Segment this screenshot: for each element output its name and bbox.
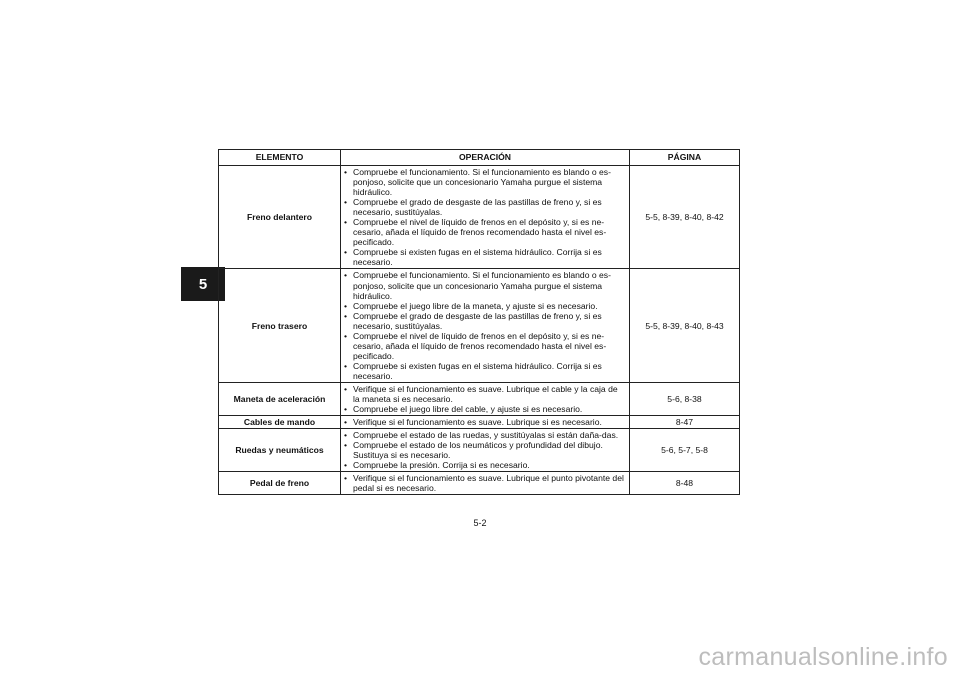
- operation-text: Compruebe el estado de los neumáticos y profundidad del dibujo. Sustituya si es necesario.: [353, 440, 603, 461]
- bullet-icon: •: [344, 310, 348, 321]
- operation-text: Compruebe el grado de desgaste de las pastillas de freno y, si es necesario, sustitúyalas.: [353, 197, 602, 218]
- list-item: [344, 331, 626, 361]
- bullet-icon: •: [344, 247, 348, 258]
- table-header-row: [219, 150, 740, 166]
- operation-text: Verifique si el funcionamiento es suave. Lubrique el punto pivotante del pedal si es necesario.: [353, 473, 624, 494]
- header-element: ELEMENTO: [219, 150, 341, 166]
- header-page: PÁGINA: [630, 150, 740, 166]
- table-row: [219, 416, 740, 429]
- list-item: [344, 270, 626, 300]
- row-element: Pedal de freno: [219, 472, 341, 495]
- operations-list: [344, 270, 626, 381]
- bullet-icon: •: [344, 430, 348, 441]
- row-element: Cables de mando: [219, 416, 341, 429]
- operation-text: Compruebe la presión. Corrija si es necesario.: [353, 460, 530, 471]
- bullet-icon: •: [344, 460, 348, 471]
- bullet-icon: •: [344, 217, 348, 228]
- bullet-icon: •: [344, 197, 348, 208]
- row-element: Maneta de aceleración: [219, 382, 341, 415]
- bullet-icon: •: [344, 404, 348, 415]
- operation-text: Compruebe el nivel de líquido de frenos en el depósito y, si es ne-cesario, añada el líquido de frenos recomendado hasta el nivel es-pecificado.: [353, 217, 607, 248]
- list-item: [344, 473, 626, 493]
- row-operations: [341, 382, 630, 415]
- operation-text: Compruebe el estado de las ruedas, y sustitúyalas si están daña-das.: [353, 430, 619, 441]
- row-page: 5-6, 8-38: [630, 382, 740, 415]
- list-item: [344, 311, 626, 331]
- table-row: [219, 269, 740, 383]
- list-item: [344, 384, 626, 404]
- operations-list: [344, 167, 626, 267]
- list-item: [344, 430, 626, 440]
- operation-text: Compruebe si existen fugas en el sistema hidráulico. Corrija si es necesario.: [353, 247, 602, 268]
- operation-text: Compruebe el funcionamiento. Si el funcionamiento es blando o es-ponjoso, solicite que un concesionario Yamaha purgue el sistema hidráulico.: [353, 167, 611, 198]
- row-page: 5-5, 8-39, 8-40, 8-43: [630, 269, 740, 383]
- maintenance-table: [218, 149, 740, 495]
- operation-text: Compruebe el juego libre del cable, y ajuste si es necesario.: [353, 404, 583, 415]
- operations-list: [344, 473, 626, 493]
- row-operations: [341, 166, 630, 269]
- list-item: [344, 247, 626, 267]
- operation-text: Compruebe el grado de desgaste de las pastillas de freno y, si es necesario, sustitúyalas.: [353, 310, 602, 331]
- row-element: Ruedas y neumáticos: [219, 429, 341, 472]
- table-row: [219, 382, 740, 415]
- row-element: Freno delantero: [219, 166, 341, 269]
- row-page: 5-6, 5-7, 5-8: [630, 429, 740, 472]
- watermark: carmanualsonline.info: [698, 643, 948, 671]
- bullet-icon: •: [344, 360, 348, 371]
- list-item: [344, 460, 626, 470]
- operations-list: [344, 384, 626, 414]
- bullet-icon: •: [344, 383, 348, 394]
- operations-list: [344, 417, 626, 427]
- row-operations: [341, 269, 630, 383]
- operation-text: Verifique si el funcionamiento es suave. Lubrique si es necesario.: [353, 417, 602, 428]
- list-item: [344, 417, 626, 427]
- table-row: [219, 472, 740, 495]
- table-body: [219, 166, 740, 495]
- row-operations: [341, 472, 630, 495]
- row-page: 8-48: [630, 472, 740, 495]
- row-page: 8-47: [630, 416, 740, 429]
- bullet-icon: •: [344, 417, 348, 428]
- bullet-icon: •: [344, 300, 348, 311]
- operation-text: Compruebe si existen fugas en el sistema hidráulico. Corrija si es necesario.: [353, 360, 602, 381]
- operation-text: Compruebe el juego libre de la maneta, y ajuste si es necesario.: [353, 300, 598, 311]
- operation-text: Verifique si el funcionamiento es suave. Lubrique el cable y la caja de la maneta si es necesario.: [353, 383, 618, 405]
- list-item: [344, 404, 626, 414]
- list-item: [344, 167, 626, 197]
- list-item: [344, 361, 626, 381]
- list-item: [344, 440, 626, 460]
- bullet-icon: •: [344, 330, 348, 341]
- operation-text: Compruebe el funcionamiento. Si el funcionamiento es blando o es-ponjoso, solicite que un concesionario Yamaha purgue el sistema hidráulico.: [353, 270, 611, 301]
- list-item: [344, 301, 626, 311]
- row-operations: [341, 429, 630, 472]
- header-operation: OPERACIÓN: [341, 150, 630, 166]
- bullet-icon: •: [344, 440, 348, 451]
- table-row: [219, 166, 740, 269]
- operation-text: Compruebe el nivel de líquido de frenos en el depósito y, si es ne-cesario, añada el líquido de frenos recomendado hasta el nivel es-pecificado.: [353, 330, 607, 361]
- row-page: 5-5, 8-39, 8-40, 8-42: [630, 166, 740, 269]
- bullet-icon: •: [344, 473, 348, 484]
- table-row: [219, 429, 740, 472]
- row-element: Freno trasero: [219, 269, 341, 383]
- list-item: [344, 217, 626, 247]
- list-item: [344, 197, 626, 217]
- bullet-icon: •: [344, 270, 348, 281]
- bullet-icon: •: [344, 167, 348, 177]
- section-tab: 5: [181, 267, 225, 301]
- row-operations: [341, 416, 630, 429]
- operations-list: [344, 430, 626, 470]
- page-number: 5-2: [473, 518, 487, 528]
